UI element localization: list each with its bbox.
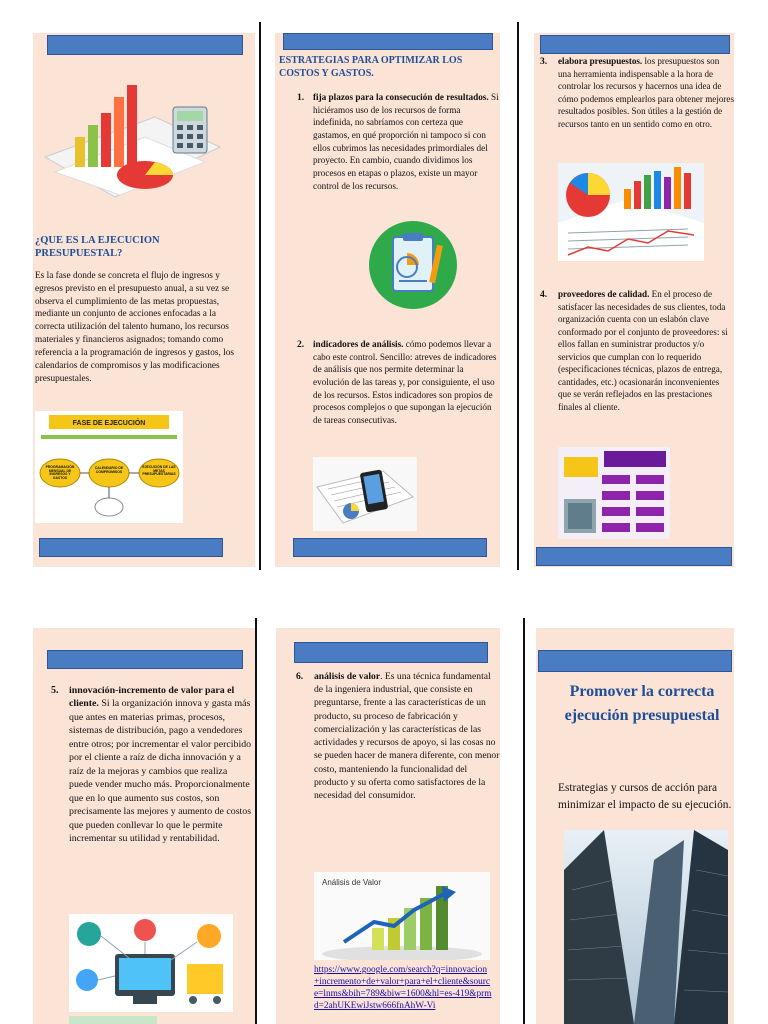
- item-3-title: elabora presupuestos.: [558, 56, 643, 66]
- diagram-node-2: CALENDARIO DE COMPROMISOS: [94, 466, 124, 474]
- item-2-text: [313, 338, 497, 427]
- item-6-title: análisis de valor: [314, 671, 381, 682]
- clipboard-chart-icon: [367, 219, 459, 311]
- panel-1: [33, 33, 255, 567]
- money-image-partial: [69, 1016, 157, 1024]
- panel-2-top-bar: [283, 33, 493, 50]
- panel-6-top-bar: [538, 650, 732, 672]
- item-2-number: 2.: [297, 339, 305, 350]
- item-1-text: [313, 91, 499, 193]
- panel-1-heading: ¿QUE ES LA EJECUCION PRESUPUESTAL?: [35, 235, 160, 259]
- item-6-body: . Es una técnica fundamental de la ingeniera industrial, que consiste en preguntarse, frente a las características de un producto, su proceso de fabricación y comercialización y las características de las actividades y recursos de apoyo, si las cosas no se pueden hacer de manera diferente, con menor costo, manteniendo la funcionalidad del producto y su oferta como satisfactores de la necesidad del consumidor.: [314, 671, 500, 802]
- digital-commerce-image: [69, 914, 233, 1012]
- item-1-body: Si hiciéramos uso de los recursos de forma indefinida, no sabríamos con certeza que gastamos, en qué proporción ni tampoco si con ellos cubrimos las necesidades primordiales del proyecto. En cambio, cuando dividimos los procesos en etapas o plazos, existe un mayor control de los recursos.: [313, 92, 499, 191]
- panel-3-top-bar: [540, 35, 730, 54]
- skyscrapers-image: [564, 830, 728, 1024]
- item-5-text: [69, 684, 253, 846]
- fold-line-bottom-right: [523, 618, 525, 1024]
- panel-2: [275, 33, 500, 567]
- value-analysis-image: [314, 872, 490, 960]
- item-2-title: indicadores de análisis.: [313, 339, 404, 349]
- fase-ejecucion-diagram: [35, 411, 183, 523]
- suppliers-infographic-image: [558, 447, 670, 539]
- fold-line-top-left: [259, 22, 261, 570]
- item-5-body: Si la organización innova y gasta más que antes en materias primas, procesos, sistemas de distribución, pago a vendedores entre otros; por incrementar el valor percibido por el cliente a raíz de dicha innovación y a raíz de la mejoras y cambios que realiza puede vender mucho más. Proporcionalmente que en lo que aumento sus costos, son precisamente las mejores y aumento de costos que pueden conllevar lo que le permite incrementar su utilidad y rentabilidad.: [69, 698, 252, 845]
- smartphone-charts-image: [313, 457, 417, 531]
- cover-title: Promover la correcta ejecución presupuestal: [564, 683, 720, 724]
- source-link[interactable]: https://www.google.com/search?q=innovacion+incremento+de+valor+para+el+cliente&source=lnms&bih=789&biw=1600&hl=es-419&prmd=2ahUKEwiJstw666fnAhW-Vi: [314, 965, 492, 1012]
- finance-charts-image: [35, 77, 225, 205]
- cover-subtitle: Estrategias y cursos de acción para minimizar el impacto de su ejecución.: [558, 782, 732, 812]
- fold-line-top-right: [517, 22, 519, 570]
- panel-4-top-bar: [47, 650, 243, 669]
- panel-3: [534, 33, 734, 567]
- panel-3-bottom-bar: [536, 547, 732, 566]
- item-4-title: proveedores de calidad.: [558, 289, 650, 299]
- diagram-node-1: PROGRAMACIÓN MENSUAL DE INGRESOS Y GASTOS: [45, 465, 75, 481]
- item-6-number: 6.: [296, 671, 304, 682]
- diagram-node-3: EJECUCIÓN DE LAS METAS PRESUPUESTARIAS: [142, 465, 176, 477]
- panel-2-heading: ESTRATEGIAS PARA OPTIMIZAR LOS COSTOS Y GASTOS.: [279, 55, 463, 79]
- panel-5: [276, 628, 500, 1024]
- panel-1-bottom-bar: [39, 538, 223, 557]
- item-5-title: innovación-incremento de valor para el cliente.: [69, 685, 235, 710]
- item-4-number: 4.: [540, 289, 548, 300]
- item-4-text: [558, 288, 732, 413]
- diagram-title: FASE DE EJECUCIÓN: [72, 420, 146, 427]
- fold-line-bottom-left: [255, 618, 257, 1024]
- panel-1-top-bar: [47, 35, 243, 55]
- panel-4: [33, 628, 255, 1024]
- panel-2-bottom-bar: [293, 538, 487, 557]
- item-1-number: 1.: [297, 92, 305, 103]
- analytics-charts-image: [558, 163, 704, 261]
- panel-5-top-bar: [294, 642, 488, 663]
- value-analysis-caption: Análisis de Valor: [322, 878, 381, 887]
- panel-1-body: Es la fase donde se concreta el flujo de ingresos y egresos previsto en el presupuesto anual, a su vez se observa el cumplimiento de las metas propuestas, mediante un conjunto de acciones enfocadas a la correcta utilización del talento humano, los recursos materiales y financieros asignados; tomando como referencia a la programación de ingresos y gastos, los calendarios de compromisos y las modificaciones presupuestales.: [35, 271, 235, 384]
- item-3-text: [558, 55, 734, 130]
- item-3-number: 3.: [540, 56, 548, 67]
- item-6-text: [314, 670, 500, 802]
- item-1-title: fija plazos para la consecución de resultados.: [313, 92, 489, 102]
- item-3-body: los presupuestos son una herramienta indispensable a la hora de controlar los recursos y hacernos una idea de cómo podemos emplearlos para obtener mejores resultados posibles. Son útiles a la gestión de recursos tanto en un sentido como en otro.: [558, 56, 734, 129]
- panel-6: [536, 628, 734, 1024]
- item-4-body: En el proceso de satisfacer las necesidades de sus clientes, toda organización cuenta con un eslabón clave conformado por el conjunto de proveedores: si ellos fallan en suministrar productos y/o servicios que cumplan con lo requerido (especificaciones técnicas, plazos de entrega, cantidades, etc.) ocasionarán inconvenientes que se verán reflejados en las prestaciones finales al cliente.: [558, 289, 728, 412]
- item-2-body: cómo podemos llevar a cabo este control. Sencillo: atreves de indicadores de análisis que nos permite determinar la evolución de las tareas y, por consiguiente, el uso de los recursos. Estos indicadores son propios de procesos complejos o que supongan la ejecución de tareas consecutivas.: [313, 339, 497, 426]
- item-5-number: 5.: [51, 685, 59, 696]
